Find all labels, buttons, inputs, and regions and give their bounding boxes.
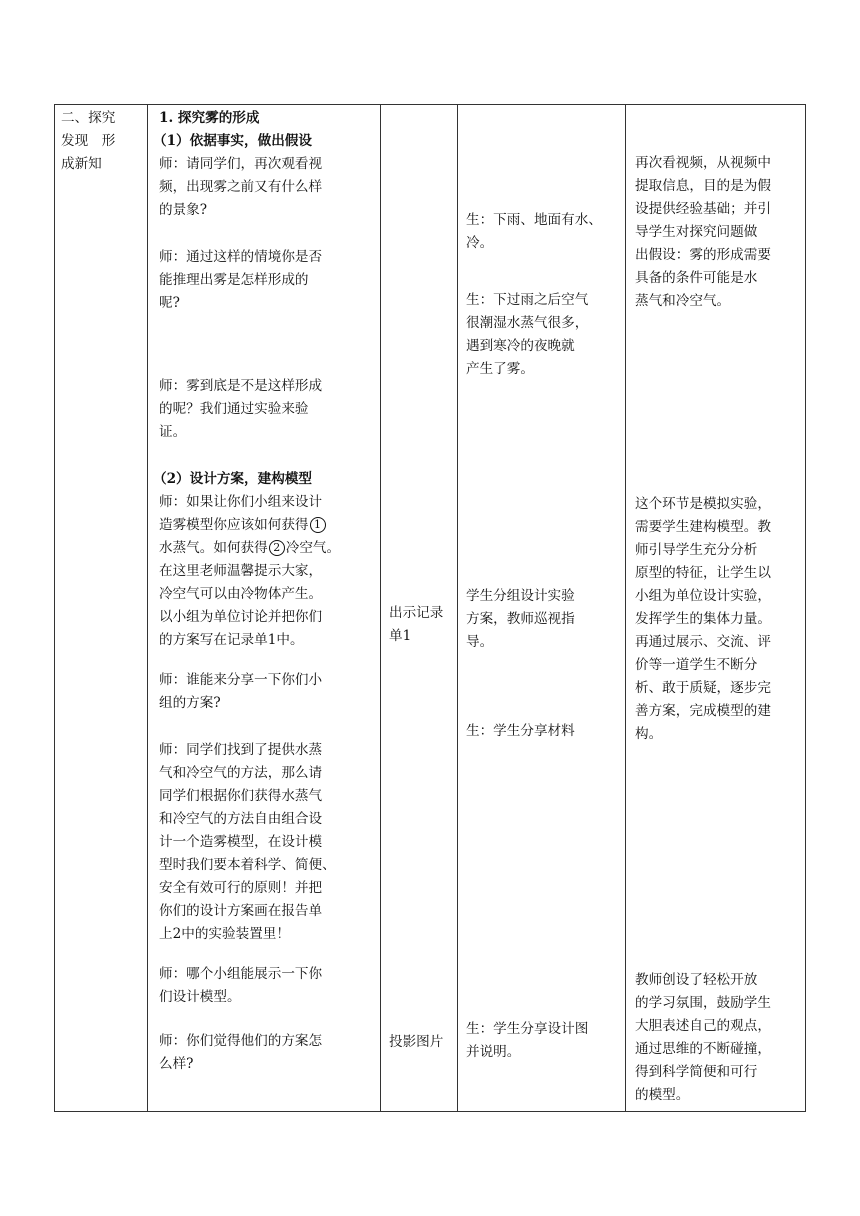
teacher-line-4: 师：如果让你们小组来设计 造雾模型你应该如何获得 1 水蒸气。如何获得 2 冷空气。 在这里老师温馨提示大家， 冷空气可以由冷物体产生。 以小组为单位讨论并把你们 的方案写在记录单1中。 bbox=[159, 494, 341, 648]
media-note-projection: 投影图片 bbox=[389, 1034, 444, 1050]
circled-number: 2 bbox=[269, 540, 285, 556]
section-heading: 1. 探究雾的形成 bbox=[159, 110, 260, 126]
column-divider bbox=[147, 105, 148, 1111]
student-response-1: 生：下雨、地面有水、 冷。 bbox=[466, 212, 602, 251]
design-intent-3: 教师创设了轻松开放 的学习氛围，鼓励学生 大胆表述自己的观点， 通过思维的不断碰撞， 得到科学简便和可行 的模型。 bbox=[635, 972, 771, 1103]
lesson-plan-table bbox=[54, 104, 806, 1112]
sub-heading-hypothesis: （1）依据事实，做出假设 bbox=[153, 133, 312, 149]
teacher-line-5: 师：谁能来分享一下你们小 组的方案? bbox=[159, 672, 323, 711]
column-divider bbox=[457, 105, 458, 1111]
teacher-line-1: 师：请同学们，再次观看视 频，出现雾之前又有什么样 的景象? bbox=[159, 156, 323, 218]
teacher-line-7: 师：哪个小组能展示一下你 们设计模型。 bbox=[159, 966, 323, 1005]
student-response-3: 学生分组设计实验 方案，教师巡视指 导。 bbox=[466, 588, 575, 650]
media-note-record-sheet: 出示记录 单1 bbox=[389, 605, 444, 644]
teacher-line-8: 师：你们觉得他们的方案怎 么样? bbox=[159, 1033, 323, 1072]
design-intent-1: 再次看视频，从视频中 提取信息，目的是为假 设提供经验基础；并引 导学生对探究问题做 出假设：雾的形成需要 具备的条件可能是水 蒸气和冷空气。 bbox=[635, 155, 771, 309]
teacher-line-3: 师：雾到底是不是这样形成 的呢？我们通过实验来验 证。 bbox=[159, 378, 323, 440]
column-divider bbox=[380, 105, 381, 1111]
stage-label: 二、探究 发现 形 成新知 bbox=[61, 110, 116, 172]
column-divider bbox=[625, 105, 626, 1111]
design-intent-2: 这个环节是模拟实验， 需要学生建构模型。教 师引导学生充分分析 原型的特征，让学生以 小组为单位设计实验， 发挥学生的集体力量。 再通过展示、交流、评 价等一道学生不断分 析、敢于质疑，逐步完 善方案，完成模型的建 构。 bbox=[635, 496, 771, 742]
teacher-line-6: 师：同学们找到了提供水蒸 气和冷空气的方法，那么请 同学们根据你们获得水蒸气 和冷空气的方法自由组合设 计一个造雾模型，在设计模 型时我们要本着科学、简便、 安全有效可行的原则！并把 你们的设计方案画在报告单 上2中的实验装置里！ bbox=[159, 742, 336, 942]
student-response-4: 生：学生分享材料 bbox=[466, 723, 575, 739]
circled-number: 1 bbox=[310, 517, 326, 533]
sub-heading-model: （2）设计方案，建构模型 bbox=[153, 471, 312, 487]
student-response-2: 生：下过雨之后空气 很潮湿水蒸气很多， 遇到寒冷的夜晚就 产生了雾。 bbox=[466, 292, 589, 377]
student-response-5: 生：学生分享设计图 并说明。 bbox=[466, 1021, 589, 1060]
teacher-line-2: 师：通过这样的情境你是否 能推理出雾是怎样形成的 呢? bbox=[159, 249, 323, 311]
